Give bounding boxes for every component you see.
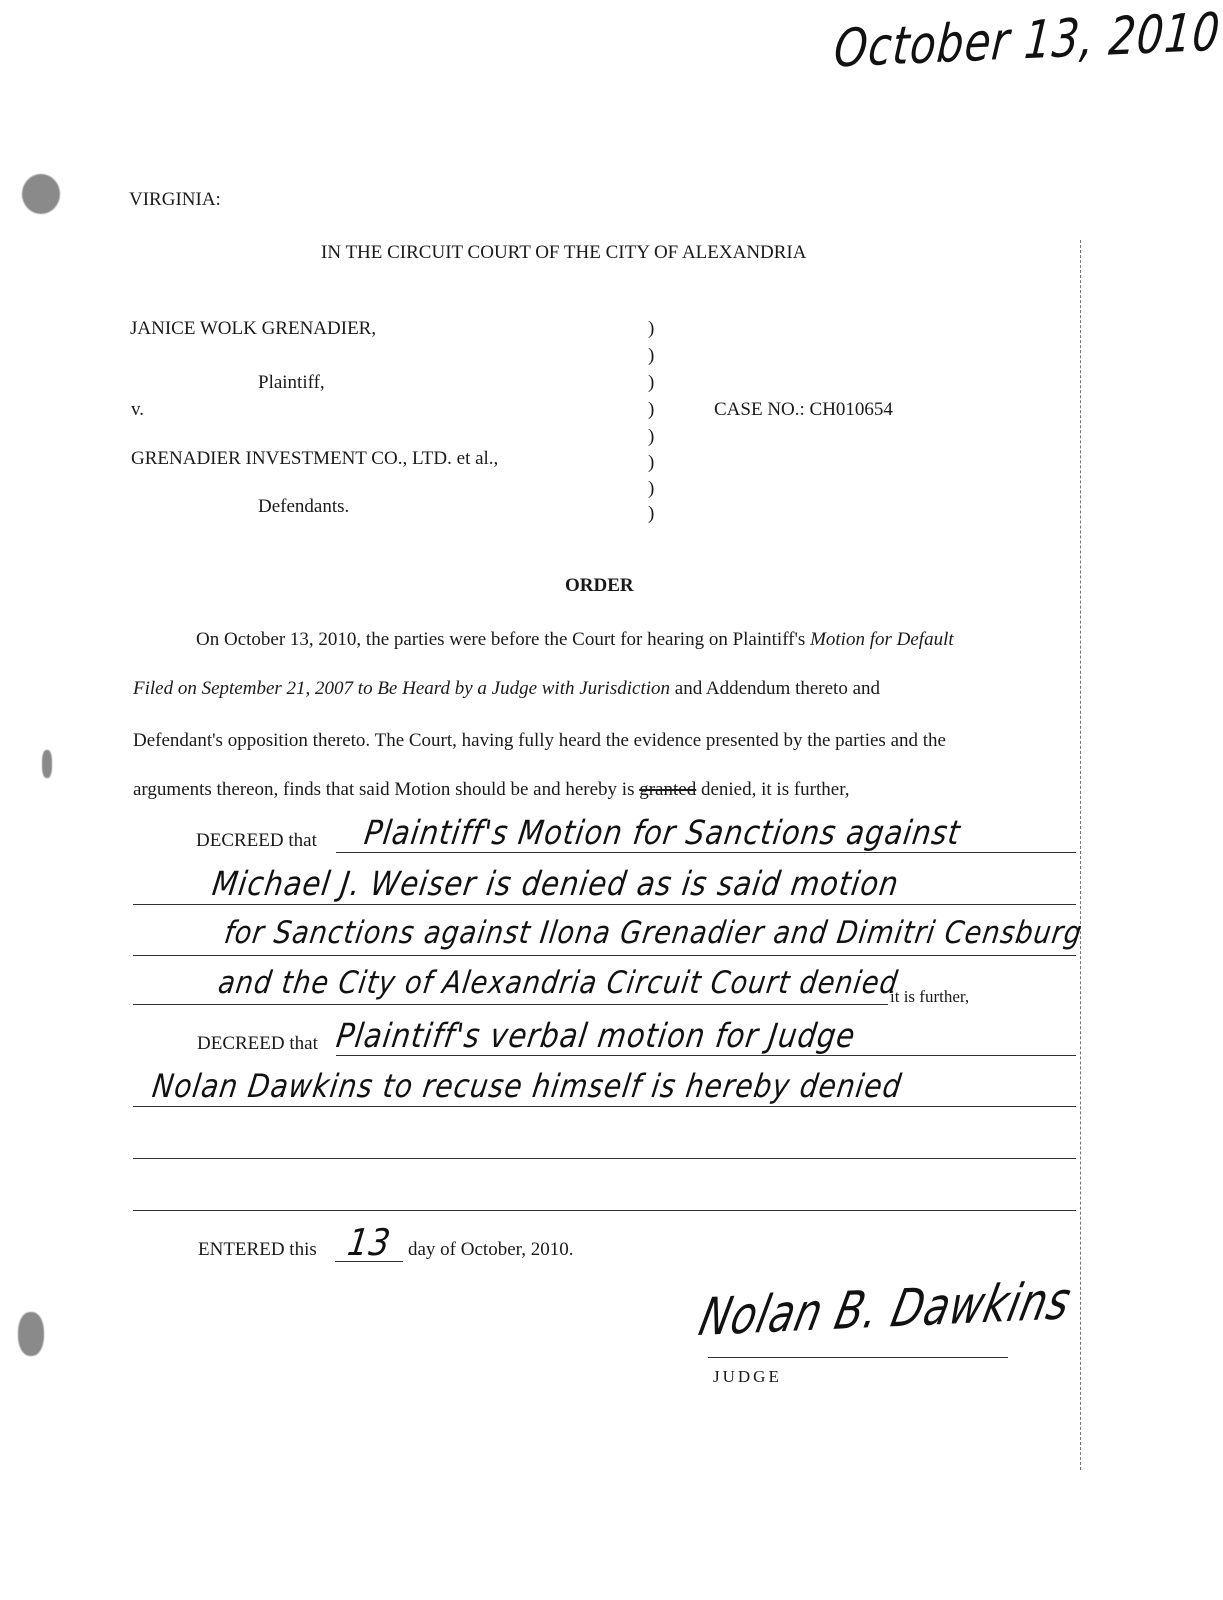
decree-rule (133, 1158, 1076, 1159)
caption-paren: ) (648, 318, 655, 339)
struck-word: granted (639, 779, 697, 800)
entered-prefix: ENTERED this (198, 1239, 317, 1260)
caption-paren: ) (648, 426, 655, 447)
decree-1-handwriting: for Sanctions against Ilona Grenadier and Dimitri Censburg (222, 915, 1085, 951)
defendant-name: GRENADIER INVESTMENT CO., LTD. et al., (131, 448, 499, 469)
entered-suffix: day of October, 2010. (408, 1239, 574, 1260)
defendant-role: Defendants. (258, 496, 350, 517)
order-body-text: and Addendum thereto and (670, 678, 881, 699)
order-body-line-3: Defendant's opposition thereto. The Court, having fully heard the evidence presented by the parties and the (133, 730, 946, 751)
case-number: CASE NO.: CH010654 (714, 399, 893, 420)
decree-2-handwriting: Plaintiff's verbal motion for Judge (334, 1015, 859, 1055)
handwritten-date: October 13, 2010 (832, 1, 1223, 79)
decree-rule (133, 1106, 1076, 1107)
decree-2-label: DECREED that (197, 1033, 318, 1054)
decree-1-handwriting: Plaintiff's Motion for Sanctions against (362, 812, 964, 852)
decree-2-handwriting: Nolan Dawkins to recuse himself is hereby denied (150, 1067, 905, 1105)
judge-title: JUDGE (713, 1367, 782, 1386)
decree-1-tail: it is further, (890, 987, 970, 1006)
order-body-text: On October 13, 2010, the parties were before the Court for hearing on Plaintiff's (196, 629, 811, 650)
punch-hole-top (22, 174, 60, 214)
decree-1-handwriting: and the City of Alexandria Circuit Court denied (216, 965, 901, 1001)
decree-rule (133, 955, 1076, 956)
versus: v. (131, 399, 145, 420)
order-body-line-1 (196, 630, 954, 649)
caption-paren: ) (648, 452, 655, 473)
entered-day-rule (335, 1261, 403, 1262)
decree-1-handwriting: Michael J. Weiser is denied as is said motion (210, 863, 902, 903)
decree-1-label: DECREED that (196, 830, 317, 851)
plaintiff-name: JANICE WOLK GRENADIER, (130, 318, 377, 339)
caption-paren: ) (648, 478, 655, 499)
caption-paren: ) (648, 372, 655, 393)
punch-hole-middle (42, 750, 52, 778)
plaintiff-role: Plaintiff, (258, 372, 325, 393)
judge-signature: Nolan B. Dawkins (694, 1271, 1077, 1348)
order-body-line-2 (133, 679, 880, 698)
order-body-line-4 (133, 780, 850, 799)
decree-rule (133, 1004, 888, 1005)
decree-rule (133, 1210, 1076, 1211)
entered-day: 13 (345, 1220, 394, 1264)
order-body-text: arguments thereon, finds that said Motion should be and hereby is (133, 779, 640, 800)
order-title: ORDER (565, 575, 634, 596)
court-heading: IN THE CIRCUIT COURT OF THE CITY OF ALEXANDRIA (321, 242, 807, 263)
signature-rule (708, 1357, 1008, 1358)
motion-title: Motion for Default (810, 629, 954, 650)
caption-paren: ) (648, 345, 655, 366)
caption-paren: ) (648, 399, 655, 420)
order-body-text: denied, it is further, (696, 779, 850, 800)
scan-edge-line (1080, 240, 1081, 1470)
caption-paren: ) (648, 503, 655, 524)
decree-rule (133, 904, 1076, 905)
decree-rule (336, 852, 1076, 853)
motion-title-continued: Filed on September 21, 2007 to Be Heard by a Judge with Jurisdiction (133, 678, 671, 699)
decree-rule (336, 1055, 1076, 1056)
state-heading: VIRGINIA: (129, 189, 221, 210)
punch-hole-bottom (18, 1312, 44, 1356)
